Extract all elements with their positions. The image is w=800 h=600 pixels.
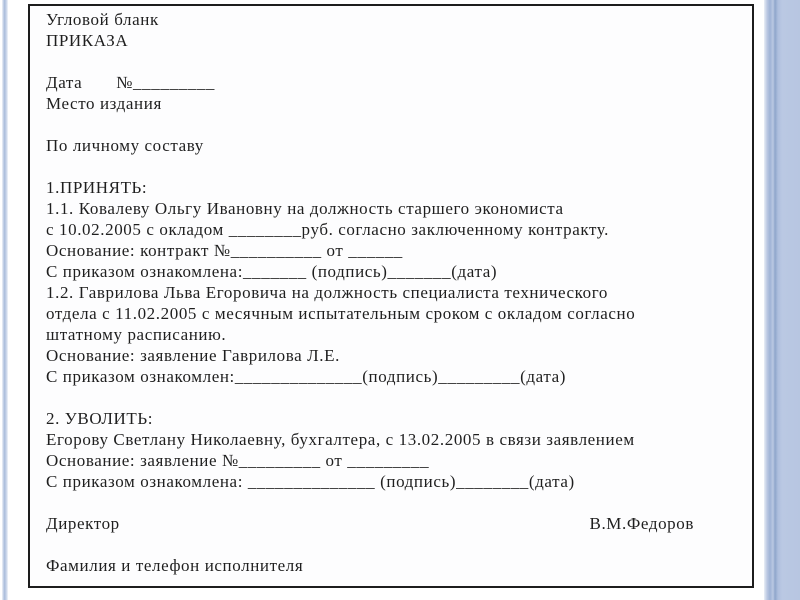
document-line [46,51,742,72]
left-accent-bar [2,0,8,600]
document-line: 1.ПРИНЯТЬ: [46,178,148,197]
document-line: С приказом ознакомлена: ______________ (подпись)________(дата) [46,472,575,491]
document-line: Дата №_________ [46,73,215,92]
document-line: С приказом ознакомлена:_______ (подпись)_______(дата) [46,262,498,281]
document-line [46,492,742,513]
document-line: Место издания [46,94,162,113]
signature-row [46,513,742,534]
document-line: Основание: заявление №_________ от _________ [46,451,430,470]
document-line: 1.1. Ковалеву Ольгу Ивановну на должность старшего экономиста [46,199,564,218]
document-line: отдела с 11.02.2005 с месячным испытательным сроком с окладом согласно [46,304,636,323]
signature-title: Директор [46,514,120,533]
document-line: Егорову Светлану Николаевну, бухгалтера, с 13.02.2005 в связи заявлением [46,430,635,449]
document-line: По личному составу [46,136,204,155]
document-line [46,387,742,408]
document-line [46,156,742,177]
document-line: ПРИКАЗА [46,31,129,50]
document-line: Основание: заявление Гаврилова Л.Е. [46,346,340,365]
document-line: 1.2. Гаврилова Льва Егоровича на должность специалиста технического [46,283,609,302]
document-line: С приказом ознакомлен:______________(подпись)_________(дата) [46,367,567,386]
document-line: штатному расписанию. [46,325,227,344]
document-body [46,9,742,513]
document-line [46,114,742,135]
document-line: с 10.02.2005 с окладом ________руб. согласно заключенному контракту. [46,220,610,239]
document-line: Угловой бланк [46,10,159,29]
document-line: 2. УВОЛИТЬ: [46,409,154,428]
document-line: Основание: контракт №__________ от ______ [46,241,403,260]
signature-name: В.М.Федоров [589,514,694,533]
spacer-line [46,534,742,555]
order-document-frame [28,4,754,588]
executor-note: Фамилия и телефон исполнителя [46,556,304,575]
right-accent-band [764,0,800,600]
